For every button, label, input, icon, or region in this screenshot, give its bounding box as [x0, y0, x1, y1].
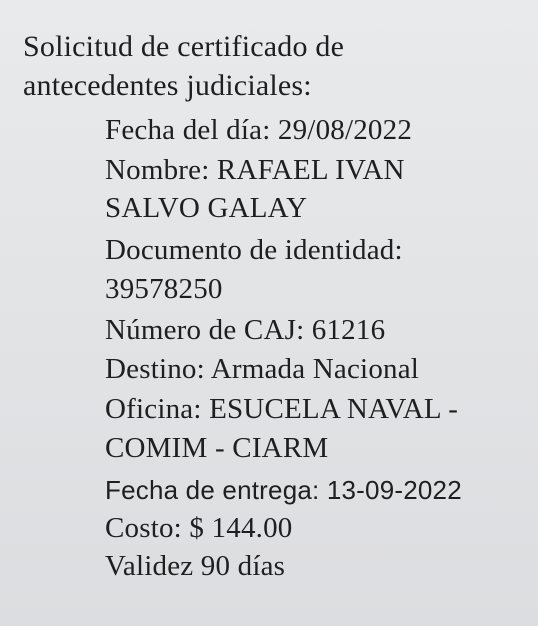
validity: Validez 90 días — [105, 550, 286, 582]
document-id-label: Documento de identidad: — [105, 234, 403, 266]
title-line-2: antecedentes judiciales: — [23, 69, 312, 102]
applicant-name-line-2: SALVO GALAY — [105, 192, 308, 224]
applicant-name-line-1: Nombre: RAFAEL IVAN — [105, 154, 405, 186]
caj-number: Número de CAJ: 61216 — [105, 314, 386, 346]
delivery-date: Fecha de entrega: 13-09-2022 — [105, 475, 462, 505]
destination: Destino: Armada Nacional — [105, 353, 420, 385]
title-line-1: Solicitud de certificado de — [23, 30, 345, 63]
cost: Costo: $ 144.00 — [105, 512, 293, 544]
office-line-2: COMIM - CIARM — [105, 432, 329, 464]
office-line-1: Oficina: ESUCELA NAVAL - — [105, 393, 459, 425]
request-date: Fecha del día: 29/08/2022 — [105, 114, 413, 146]
document-id-number: 39578250 — [105, 273, 223, 305]
